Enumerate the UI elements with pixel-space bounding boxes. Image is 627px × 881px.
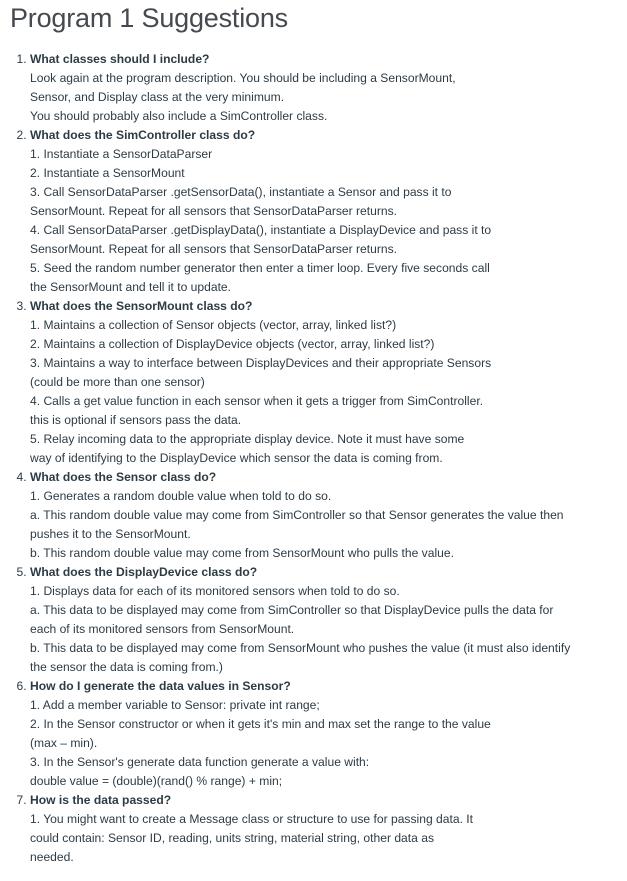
answer-line: way of identifying to the DisplayDevice which sensor the data is coming from. bbox=[30, 451, 443, 465]
answer-body bbox=[30, 69, 621, 126]
question-heading: 1. What classes should I include? bbox=[30, 52, 210, 66]
answer-line: the sensor the data is coming from.) bbox=[30, 660, 223, 674]
answer-line: 2. Instantiate a SensorMount bbox=[30, 166, 185, 180]
question-list bbox=[10, 50, 621, 867]
answer-body bbox=[30, 810, 621, 867]
question-heading: 6. How do I generate the data values in Sensor? bbox=[30, 679, 291, 693]
answer-line: 4. Call SensorDataParser .getDisplayData(), instantiate a DisplayDevice and pass it to bbox=[30, 223, 492, 237]
question-item bbox=[30, 563, 621, 677]
answer-line: 2. Maintains a collection of DisplayDevice objects (vector, array, linked list?) bbox=[30, 337, 435, 351]
answer-body bbox=[30, 145, 621, 297]
answer-line: needed. bbox=[30, 850, 74, 864]
answer-body bbox=[30, 696, 621, 791]
question-heading: 7. How is the data passed? bbox=[30, 793, 172, 807]
answer-line: a. This data to be displayed may come from SimController so that DisplayDevice pulls the data for bbox=[30, 603, 554, 617]
answer-line: a. This random double value may come from SimController so that Sensor generates the value then bbox=[30, 508, 564, 522]
question-heading: 4. What does the Sensor class do? bbox=[30, 470, 217, 484]
question-heading: 5. What does the DisplayDevice class do? bbox=[30, 565, 258, 579]
answer-line: 5. Relay incoming data to the appropriate display device. Note it must have some bbox=[30, 432, 465, 446]
answer-line: 2. In the Sensor constructor or when it gets it's min and max set the range to the value bbox=[30, 717, 491, 731]
page-title: Program 1 Suggestions bbox=[10, 3, 288, 33]
answer-line: You should probably also include a SimController class. bbox=[30, 109, 328, 123]
answer-body bbox=[30, 316, 621, 468]
answer-line: 1. Generates a random double value when told to do so. bbox=[30, 489, 332, 503]
question-heading: 3. What does the SensorMount class do? bbox=[30, 299, 253, 313]
question-item bbox=[30, 468, 621, 563]
question-item bbox=[30, 677, 621, 791]
answer-line: 1. Add a member variable to Sensor: private int range; bbox=[30, 698, 320, 712]
answer-line: double value = (double)(rand() % range) + min; bbox=[30, 774, 283, 788]
answer-line: the SensorMount and tell it to update. bbox=[30, 280, 232, 294]
answer-line: each of its monitored sensors from SensorMount. bbox=[30, 622, 295, 636]
answer-line: 5. Seed the random number generator then enter a timer loop. Every five seconds call bbox=[30, 261, 490, 275]
answer-line: (max – min). bbox=[30, 736, 98, 750]
answer-line: 1. Instantiate a SensorDataParser bbox=[30, 147, 213, 161]
question-item bbox=[30, 791, 621, 867]
answer-line: 3. In the Sensor's generate data function generate a value with: bbox=[30, 755, 370, 769]
answer-line: b. This data to be displayed may come from SensorMount who pushes the value (it must also identify bbox=[30, 641, 571, 655]
answer-line: (could be more than one sensor) bbox=[30, 375, 205, 389]
answer-line: SensorMount. Repeat for all sensors that SensorDataParser returns. bbox=[30, 204, 398, 218]
answer-line: 1. Maintains a collection of Sensor objects (vector, array, linked list?) bbox=[30, 318, 397, 332]
answer-line: 4. Calls a get value function in each sensor when it gets a trigger from SimController. bbox=[30, 394, 484, 408]
answer-line: 3. Call SensorDataParser .getSensorData(), instantiate a Sensor and pass it to bbox=[30, 185, 452, 199]
answer-line: this is optional if sensors pass the data. bbox=[30, 413, 242, 427]
answer-body bbox=[30, 582, 621, 677]
answer-line: could contain: Sensor ID, reading, units string, material string, other data as bbox=[30, 831, 435, 845]
answer-line: 1. You might want to create a Message class or structure to use for passing data. It bbox=[30, 812, 474, 826]
answer-line: pushes it to the SensorMount. bbox=[30, 527, 191, 541]
question-heading: 2. What does the SimController class do? bbox=[30, 128, 256, 142]
answer-line: 3. Maintains a way to interface between DisplayDevices and their appropriate Sensors bbox=[30, 356, 492, 370]
answer-line: 1. Displays data for each of its monitored sensors when told to do so. bbox=[30, 584, 400, 598]
answer-body bbox=[30, 487, 621, 563]
answer-line: b. This random double value may come from SensorMount who pulls the value. bbox=[30, 546, 454, 560]
answer-line: Sensor, and Display class at the very minimum. bbox=[30, 90, 285, 104]
answer-line: SensorMount. Repeat for all sensors that SensorDataParser returns. bbox=[30, 242, 398, 256]
answer-line: Look again at the program description. You should be including a SensorMount, bbox=[30, 71, 456, 85]
question-item bbox=[30, 126, 621, 297]
question-item bbox=[30, 297, 621, 468]
question-item bbox=[30, 50, 621, 126]
